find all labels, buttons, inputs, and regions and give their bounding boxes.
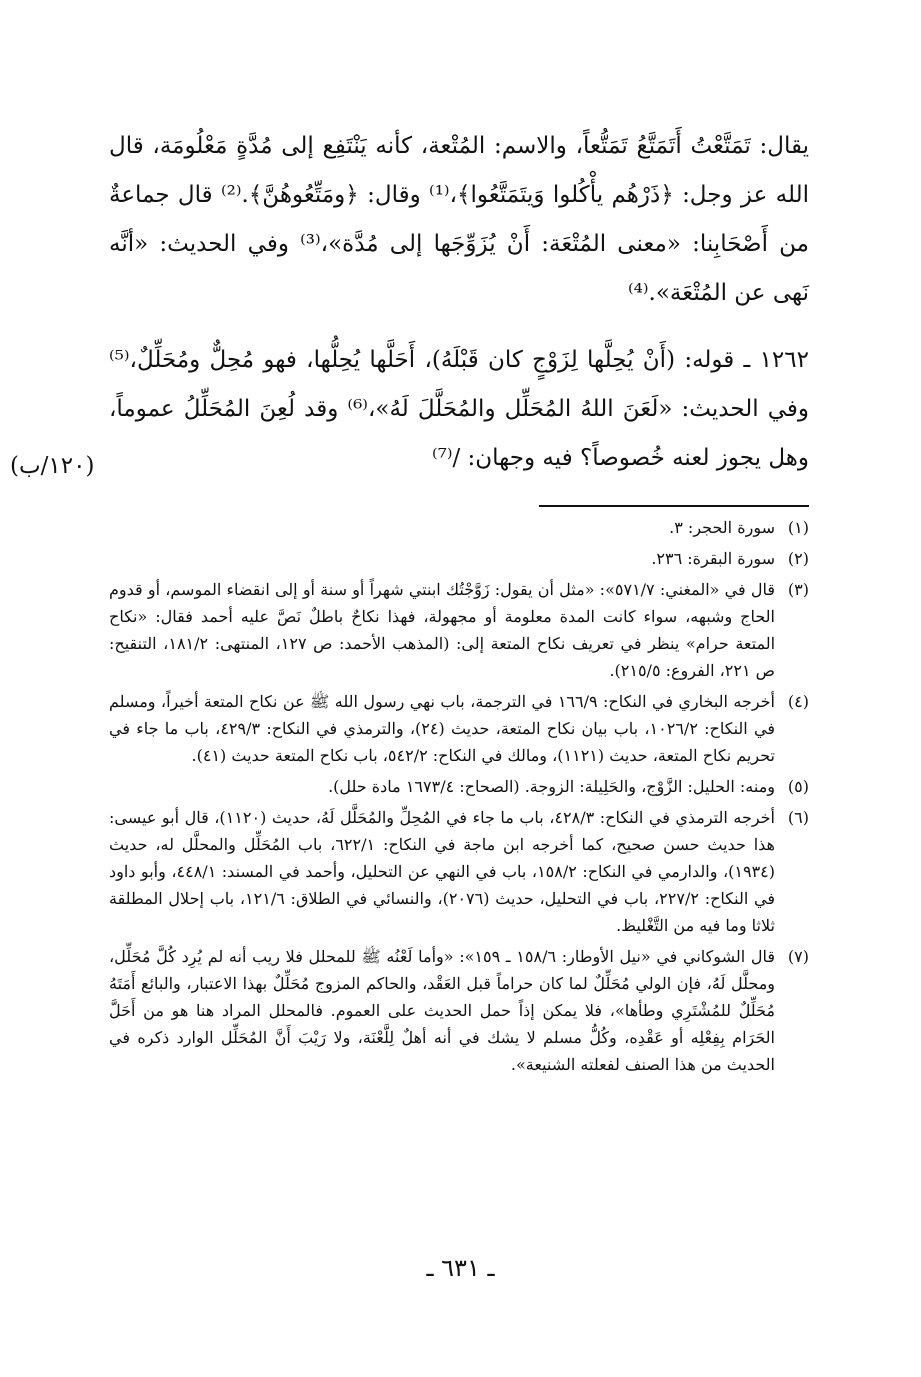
footnote-number: (١) [787,518,809,537]
footnote-4 [109,688,809,769]
footnote-number: (٥) [787,777,809,796]
footnote-number: (٢) [787,549,809,568]
footnote-number: (٧) [787,947,809,966]
footnote-separator [539,505,809,507]
main-paragraph: يقال: تَمَتَّعْتُ أَتَمَتَّعُ تَمَتُّعاً، والاسم: المُتْعة، كأنه يَنْتَفِع إلى مُدَّةٍ مَعْلُومَة، قال الله عز وجل: ﴿ذَرْهُم يأْكُلوا وَيتَمَتَّعُوا﴾،⁽¹⁾ وقال: ﴿ومَتِّعُوهُنَّ﴾.⁽²⁾ قال جماعةٌ من أَصْحَابِنا: «معنى المُتْعَة: أَنْ يُزَوِّجَها إلى مُدَّة»،⁽³⁾ وفي الحديث: «أنَّه نَهى عن المُتْعَة».⁽⁴⁾ [109,133,810,306]
footnote-2 [109,545,809,572]
footnote-text: سورة الحجر: ٣. [669,518,775,537]
manuscript-folio-marker: (١٢٠/ب) [10,453,95,479]
footnote-number: (٦) [787,808,809,827]
footnote-text: قال في «المغني: ٥٧١/٧»: «مثل أن يقول: زَوَّجْتُك ابنتي شهراً أو سنة أو إلى انقضاء الموسم، أو قدوم الحاج وشبهه، سواء كانت المدة معلومة أو مجهولة، فهذا نكاحٌ باطلٌ نَصَّ عليه أحمد فقال: «نكاح المتعة حرام» ينظر في تعريف نكاح المتعة إلى: (المذهب الأحمد: ص ١٢٧، المنتهى: ١٨١/٢، التنقيح: ص ٢٢١، الفروع: ٢١٥/٥). [109,580,776,680]
footnote-7 [109,943,809,1078]
main-paragraph-entry-1262: ١٢٦٢ ـ قوله: (أَنْ يُحِلَّها لِزَوْجٍ كان قَبْلَهُ)، أَحَلَّها يُحِلُّها، فهو مُحِلٌّ ومُحَلِّلٌ،⁽⁵⁾ وفي الحديث: «لَعَنَ اللهُ المُحَلِّل والمُحَلَّلَ لَهُ»،⁽⁶⁾ وقد لُعِنَ المُحَلِّلُ عموماً، وهل يجوز لعنه خُصوصاً؟ فيه وجهان: /⁽⁷⁾ [109,347,809,471]
footnotes-list [109,514,809,1082]
footnote-6 [109,804,809,939]
footnote-text: قال الشوكاني في «نيل الأوطار: ١٥٨/٦ ـ ١٥٩»: «وأما لَعْنُه ﷺ للمحلل فلا ريب أنه لم يُرِد كُلَّ مُحَلِّل، ومحلَّل لَهُ، فإن الولي مُحَلِّلٌ لما كان حراماً قبل العَقْد، والحاكم المزوج مُحَلِّلٌ بهذا الاعتبار، والبائع أَمَتَهُ مُحَلِّلٌ للمُشْتَرِي وطأها»، فلا يمكن إذاً حمل الحديث على العموم. فالمحلل المراد هنا هو من أَحَلَّ الحَرَام بِفِعْلِه أو عَقْدِه، وكُلُّ مسلم لا يشك في أنه أهلٌ لِلَّعْنَة، ولا رَيْبَ أَنَّ المُحَلِّل الوارد ذكره في الحديث من هذا الصنف لفعلته الشنيعة». [109,947,775,1074]
footnote-number: (٤) [787,692,809,711]
footnote-1 [109,514,809,541]
footnote-text: سورة البقرة: ٢٣٦. [651,549,775,568]
footnote-5 [109,773,809,800]
footnote-text: أخرجه البخاري في النكاح: ١٦٦/٩ في الترجمة، باب نهي رسول الله ﷺ عن نكاح المتعة أخيراً، ومسلم في النكاح: ١٠٢٦/٢، باب بيان نكاح المتعة، حديث (٢٤)، والترمذي في النكاح: ٤٢٩/٣، باب ما جاء في تحريم نكاح المتعة، حديث (١١٢١)، ومالك في النكاح: ٥٤٢/٢، باب نكاح المتعة حديث (٤١). [109,692,776,765]
footnote-3 [109,576,809,684]
footnote-text: ومنه: الحليل: الزَّوْج، والحَلِيلة: الزوجة. (الصحاح: ١٦٧٣/٤ مادة حلل). [328,777,775,796]
footnote-number: (٣) [787,580,809,599]
page-number: ـ ٦٣١ ـ [426,1254,495,1282]
footnote-text: أخرجه الترمذي في النكاح: ٤٢٨/٣، باب ما جاء في المُحِلِّ والمُحَلَّل لَهُ، حديث (١١٢٠)، قال أبو عيسى: هذا حديث حسن صحيح، كما أخرجه ابن ماجة في النكاح: ٦٢٢/١، باب المُحَلِّل والمحلَّل له، حديث (١٩٣٤)، والدارمي في النكاح: ١٥٨/٢، باب في النهي عن التحليل، وأحمد في المسند: ٤٤٨/١، وأبو داود في النكاح: ٢٢٧/٢، باب في التحليل، حديث (٢٠٧٦)، والنسائي في الطلاق: ١٢١/٦، باب إحلال المطلقة ثلاثا وما فيه من التَّغْليظ. [109,808,776,935]
